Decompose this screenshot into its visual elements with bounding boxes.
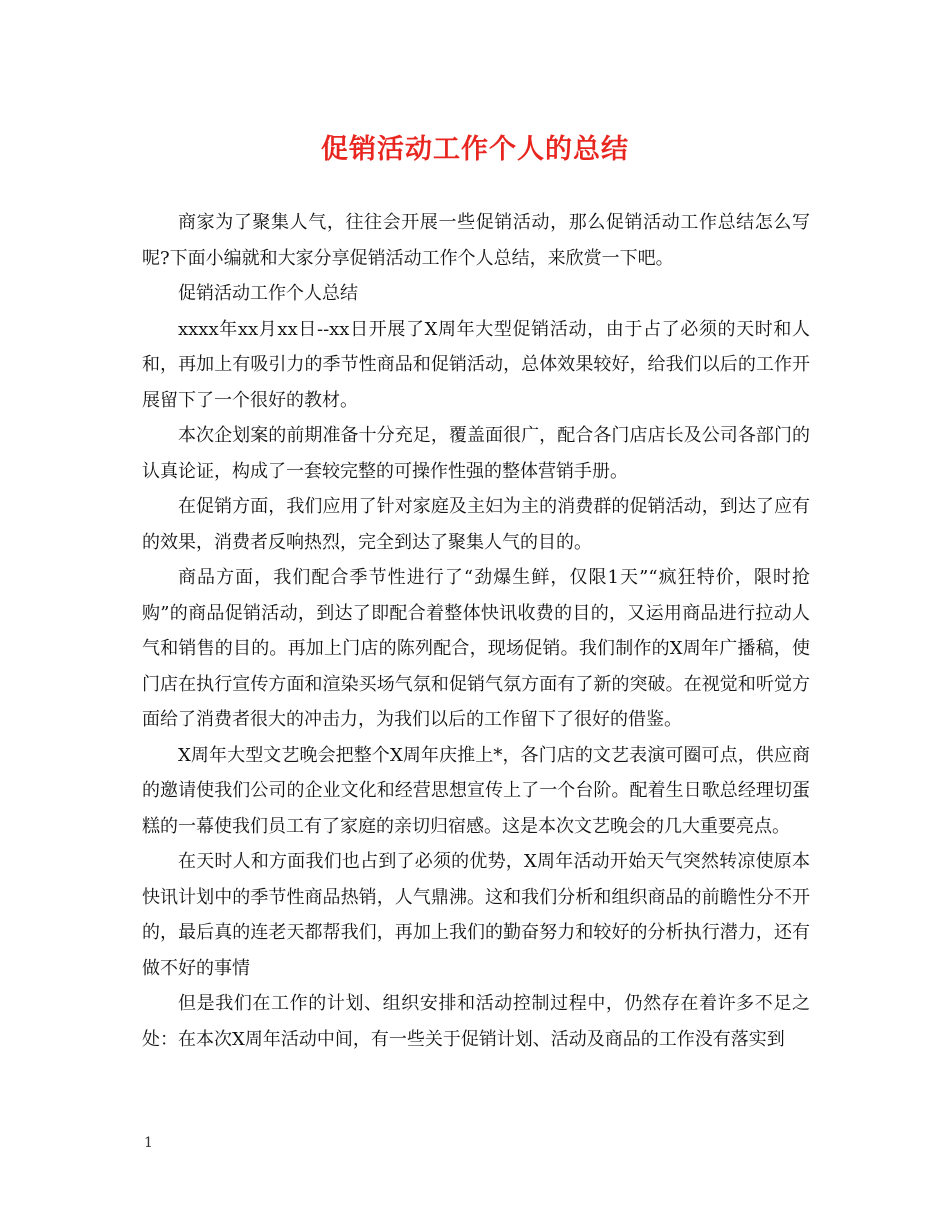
- document-title: 促销活动工作个人的总结: [321, 134, 629, 165]
- page-number: 1: [144, 1135, 153, 1151]
- document-body: [142, 205, 810, 1057]
- paragraph-overview: xxxx年xx月xx日--xx日开展了X周年大型促销活动，由于占了必须的天时和人和，再加上有吸引力的季节性商品和促销活动，总体效果较好，给我们以后的工作开展留下了一个很好的教材。: [142, 318, 810, 411]
- paragraph-planning: 本次企划案的前期准备十分充足，覆盖面很广，配合各门店店长及公司各部门的认真论证，构成了一套较完整的可操作性强的整体营销手册。: [142, 425, 810, 482]
- paragraph-merchandise: 商品方面，我们配合季节性进行了“劲爆生鲜，仅限1天”“疯狂特价，限时抢购”的商品促销活动，到达了即配合着整体快讯收费的目的，又运用商品进行拉动人气和销售的目的。再加上门店的陈列配合，现场促销。我们制作的X周年广播稿，使门店在执行宣传方面和渲染买场气氛和促销气氛方面有了新的突破。在视觉和听觉方面给了消费者很大的冲击力，为我们以后的工作留下了很好的借鉴。: [142, 567, 810, 730]
- paragraph-shortcomings: 但是我们在工作的计划、组织安排和活动控制过程中，仍然存在着许多不足之处：在本次X周年活动中间，有一些关于促销计划、活动及商品的工作没有落实到: [142, 993, 810, 1050]
- paragraph-timing: 在天时人和方面我们也占到了必须的优势，X周年活动开始天气突然转凉使原本快讯计划中的季节性商品热销，人气鼎沸。这和我们分析和组织商品的前瞻性分不开的，最后真的连老天都帮我们，再加上我们的勤奋努力和较好的分析执行潜力，还有做不好的事情: [142, 851, 810, 979]
- paragraph-promotion: 在促销方面，我们应用了针对家庭及主妇为主的消费群的促销活动，到达了应有的效果，消费者反响热烈，完全到达了聚集人气的目的。: [142, 496, 810, 553]
- paragraph-gala: X周年大型文艺晚会把整个X周年庆推上*，各门店的文艺表演可圈可点，供应商的邀请使我们公司的企业文化和经营思想宣传上了一个台阶。配着生日歌总经理切蛋糕的一幕使我们员工有了家庭的亲切归宿感。这是本次文艺晚会的几大重要亮点。: [142, 744, 810, 837]
- paragraph-intro: 商家为了聚集人气，往往会开展一些促销活动，那么促销活动工作总结怎么写呢?下面小编就和大家分享促销活动工作个人总结，来欣赏一下吧。: [142, 212, 810, 269]
- paragraph-subheading: 促销活动工作个人总结: [178, 283, 358, 304]
